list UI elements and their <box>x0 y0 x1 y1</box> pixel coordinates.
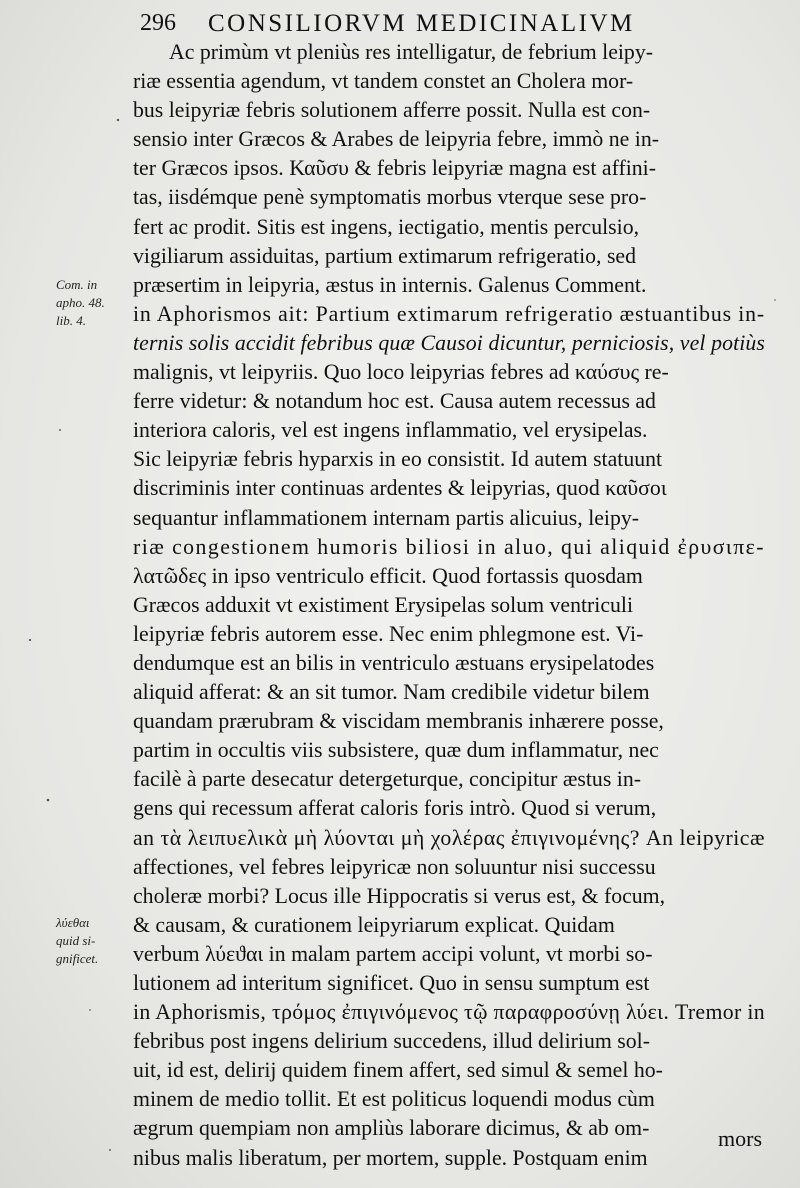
text-line: tas, iisdémque penè symptomatis morbus vterque sese pro- <box>133 185 647 210</box>
text-line: gens qui recessum afferat caloris foris intrò. Quod si verum, <box>133 796 657 821</box>
text-line: uit, id est, delirij quidem finem affert, sed simul & semel ho- <box>133 1058 663 1083</box>
text-line: nibus malis liberatum, per mortem, supple. Postquam enim <box>133 1145 648 1170</box>
text-line: aliquid afferat: & an sit tumor. Nam credibile videtur bilem <box>133 680 650 705</box>
text-line: an τὰ λειπυελικὰ μὴ λύονται μὴ χολέρας ἐπιγινομένης? An leipyricæ <box>133 825 765 850</box>
margin-note-line: quid si- <box>56 933 96 948</box>
margin-note-line: gnificet. <box>56 951 99 966</box>
running-title: CONSILIORVM MEDICINALIVM <box>208 10 635 37</box>
text-line: discriminis inter continuas ardentes & leipyrias, quod καῦσοι <box>133 476 667 501</box>
text-line: ter Græcos ipsos. Καῦσυ & febris leipyriæ magna est affini- <box>133 156 656 181</box>
text-line: ferre videtur: & notandum hoc est. Causa autem recessus ad <box>133 389 656 414</box>
text-line: interiora caloris, vel est ingens inflammatio, vel erysipelas. <box>133 418 648 443</box>
margin-note-word-meaning <box>56 914 128 968</box>
text-line: leipyriæ febris autorem esse. Nec enim phlegmone est. Vi- <box>133 621 644 646</box>
text-line: dendumque est an bilis in ventriculo æstuans erysipelatodes <box>133 650 655 675</box>
text-line: Sic leipyriæ febris hyparxis in eo consistit. Id autem statuunt <box>133 447 663 472</box>
margin-note-line: lib. 4. <box>56 313 86 328</box>
body-text <box>133 38 765 1173</box>
text-line: λατῶδες in ipso ventriculo efficit. Quod fortassis quosdam <box>133 563 643 588</box>
text-line: malignis, vt leipyriis. Quo loco leipyrias febres ad καύσυς re- <box>133 360 669 385</box>
catchword: mors <box>718 1126 762 1151</box>
text-line: fert ac prodit. Sitis est ingens, iectigatio, mentis perculsio, <box>133 214 640 239</box>
text-line: Ac primùm vt pleniùs res intelligatur, de febrium leipy- <box>169 40 653 64</box>
page-number: 296 <box>140 10 176 36</box>
text-line: in Aphorismis, τρόμος ἐπιγινόμενος τῷ παραφροσύνῃ λύει. Tremor in <box>133 1000 766 1025</box>
text-line-italic-quote: ternis solis accidit febribus quæ Causoi dicuntur, perniciosis, vel potiùs <box>133 330 766 355</box>
margin-note-line: Com. in <box>56 277 98 292</box>
text-line: in Aphorismos ait: Partium extimarum refrigeratio æstuantibus in- <box>133 301 765 326</box>
text-line: quandam prærubram & viscidam membranis inhærere posse, <box>133 709 664 734</box>
text-line: riæ congestionem humoris biliosi in aluo, qui aliquid ἐρυσιπε- <box>133 534 765 559</box>
text-line: partim in occultis viis subsistere, quæ dum inflammatur, nec <box>133 738 659 763</box>
text-line: facilè à parte desecatur detergeturque, concipitur æstus in- <box>133 767 641 792</box>
text-line: sensio inter Græcos & Arabes de leipyria febre, immò ne in- <box>133 127 660 152</box>
text-line: ægrum quempiam non ampliùs laborare dicimus, & ab om- <box>133 1116 650 1141</box>
margin-note-line: λύεθαι <box>56 915 90 930</box>
text-line: sequantur inflammationem internam partis alicuius, leipy- <box>133 505 640 530</box>
margin-note-line: apho. 48. <box>56 295 105 310</box>
text-line: vigiliarum assiduitas, partium extimarum refrigeratio, sed <box>133 243 637 268</box>
text-line: verbum λύεϑαι in malam partem accipi volunt, vt morbi so- <box>133 941 653 966</box>
text-line: bus leipyriæ febris solutionem afferre possit. Nulla est con- <box>133 98 651 123</box>
text-line: lutionem ad interitum significet. Quo in sensu sumptum est <box>133 971 650 995</box>
text-line: Græcos adduxit vt existiment Erysipelas solum ventriculi <box>133 592 634 617</box>
text-line: minem de medio tollit. Et est politicus loquendi modus cùm <box>133 1087 655 1112</box>
text-line: choleræ morbi? Locus ille Hippocratis si verus est, & focum, <box>133 883 666 908</box>
text-line: riæ essentia agendum, vt tandem constet an Cholera mor- <box>133 69 634 94</box>
text-line: & causam, & curationem leipyriarum explicat. Quidam <box>133 912 615 937</box>
text-line: præsertim in leipyria, æstus in internis. Galenus Comment. <box>133 272 647 297</box>
text-line: affectiones, vel febres leipyricæ non soluuntur nisi successu <box>133 854 656 879</box>
text-line: febribus post ingens delirium succedens, illud delirium sol- <box>133 1029 650 1054</box>
margin-note-commentary-reference <box>56 276 128 330</box>
